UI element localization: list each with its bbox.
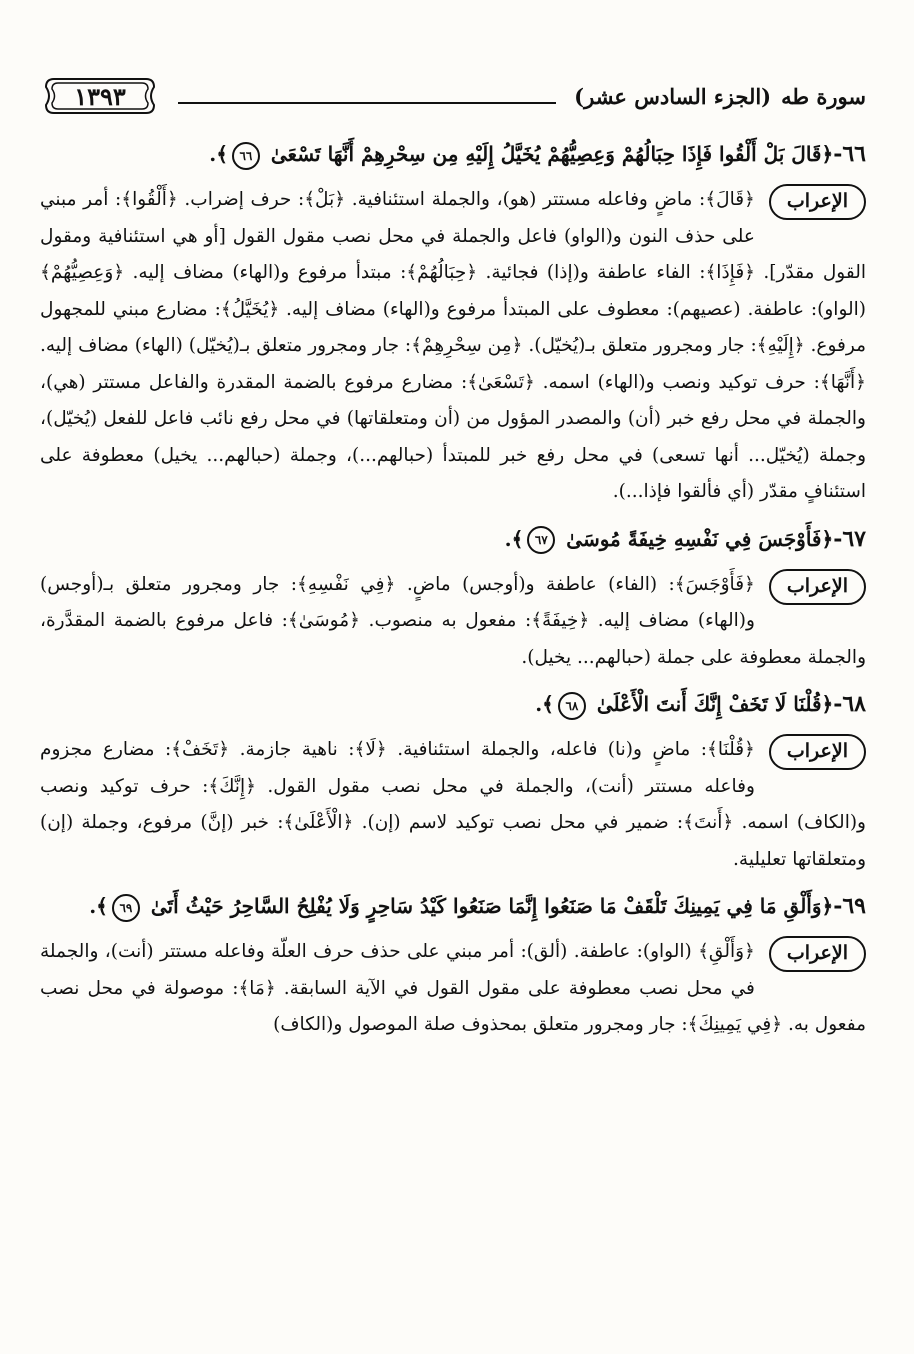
irab-badge: الإعراب — [769, 569, 866, 605]
irab-badge: الإعراب — [769, 734, 866, 770]
page-header — [40, 70, 866, 122]
page-number: ١٣٩٣ — [74, 81, 126, 111]
irab-block-69 — [40, 934, 866, 1044]
verse-number: ٦٧- — [833, 525, 866, 552]
verse-end: ﴾. — [89, 894, 108, 918]
surah-title: سورة طه — [781, 83, 866, 109]
irab-text: ﴿قُلْنَا﴾: ماضٍ و(نا) فاعله، والجملة استئنافية. ﴿لَا﴾: ناهية جازمة. ﴿تَخَفْ﴾: مضارع مجزوم وفاعله مستتر (أنت)، والجملة في محل نصب مقول القول. ﴿إِنَّكَ﴾: حرف توكيد ونصب و(الكاف) اسمه. ﴿أَنتَ﴾: ضمير في محل نصب توكيد لاسم (إن). ﴿الْأَعْلَىٰ﴾: خبر (إنَّ) مرفوع، وجملة (إن) ومتعلقاتها تعليلية. — [40, 739, 866, 870]
verse-67 — [40, 521, 866, 557]
irab-block-68 — [40, 732, 866, 878]
part-title: (الجزء السادس عشر) — [574, 83, 772, 109]
irab-text: ﴿قَالَ﴾: ماضٍ وفاعله مستتر (هو)، والجملة استئنافية. ﴿بَلْ﴾: حرف إضراب. ﴿أَلْقُوا﴾: أمر مبني على حذف النون و(الواو) فاعل والجملة في محل نصب مقول القول [أو هي استئنافية ومقول القول مقدّر]. ﴿فَإِذَا﴾: الفاء عاطفة و(إذا) فجائية. ﴿حِبَالُهُمْ﴾: مبتدأ مرفوع و(الهاء) مضاف إليه. ﴿وَعِصِيُّهُمْ﴾ (الواو): عاطفة. (عصيهم): معطوف على المبتدأ مرفوع و(الهاء) مضاف إليه. ﴿يُخَيَّلُ﴾: مضارع مبني للمجهول مرفوع. ﴿إِلَيْهِ﴾: جار ومجرور متعلق بـ(يُخيّل). ﴿مِن سِحْرِهِمْ﴾: جار ومجرور متعلق بـ(يُخيّل) (الهاء) مضاف إليه. ﴿أَنَّهَا﴾: حرف توكيد ونصب و(الهاء) اسمه. ﴿تَسْعَىٰ﴾: مضارع مرفوع بالضمة المقدرة والفاعل مستتر (هي)، والجملة في محل رفع خبر (أن) والمصدر المؤول من (أن ومتعلقاتها) في محل رفع نائب فاعل للفعل (يُخيّل)، وجملة (يُخيّل... أنها تسعى) في محل رفع خبر للمبتدأ (حبالهم...)، وجملة (حبالهم... يخيل) معطوفة على استئنافٍ مقدّر (أي فألقوا فإذا...). — [40, 189, 866, 502]
verse-text: ﴿قُلْنَا لَا تَخَفْ إِنَّكَ أَنتَ الْأَعْلَىٰ — [596, 692, 834, 716]
verse-end: ﴾. — [209, 142, 228, 166]
verse-end: ﴾. — [535, 692, 554, 716]
irab-text: ﴿فَأَوْجَسَ﴾: (الفاء) عاطفة و(أوجس) ماضٍ. ﴿فِي نَفْسِهِ﴾: جار ومجرور متعلق بـ(أوجس) و(الهاء) مضاف إليه. ﴿خِيفَةً﴾: مفعول به منصوب. ﴿مُوسَىٰ﴾: فاعل مرفوع بالضمة المقدَّرة، والجملة معطوفة على جملة (حبالهم... يخيل). — [40, 573, 866, 668]
verse-text: ﴿فَأَوْجَسَ فِي نَفْسِهِ خِيفَةً مُوسَىٰ — [566, 526, 834, 551]
irab-text: ﴿وَأَلْقِ﴾ (الواو): عاطفة. (ألق): أمر مبني على حذف حرف العلّة وفاعله مستتر (أنت)، والجملة في محل نصب معطوفة على مقول القول في الآية السابقة. ﴿مَا﴾: موصولة في محل نصب مفعول به. ﴿فِي يَمِينِكَ﴾: جار ومجرور متعلق بمحذوف صلة الموصول و(الكاف) — [40, 941, 866, 1035]
header-rule — [178, 102, 556, 104]
verse-text: ﴿قَالَ بَلْ أَلْقُوا فَإِذَا حِبَالُهُمْ وَعِصِيُّهُمْ يُخَيَّلُ إِلَيْهِ مِن سِحْرِهِمْ أَنَّهَا تَسْعَىٰ — [270, 142, 834, 166]
verse-number: ٦٦- — [833, 141, 866, 167]
ayah-end-icon: ٦٦ — [232, 142, 260, 170]
verse-number: ٦٨- — [833, 691, 866, 717]
ayah-end-icon: ٦٧ — [527, 526, 555, 554]
content — [40, 136, 866, 1044]
irab-block-67 — [40, 567, 866, 677]
ayah-end-icon: ٦٩ — [112, 894, 140, 922]
ayah-end-icon: ٦٨ — [558, 692, 586, 720]
irab-block-66 — [40, 182, 866, 511]
page-number-frame — [40, 73, 160, 119]
irab-badge: الإعراب — [769, 184, 866, 220]
irab-badge: الإعراب — [769, 936, 866, 972]
verse-text: ﴿وَأَلْقِ مَا فِي يَمِينِكَ تَلْقَفْ مَا صَنَعُوا إِنَّمَا صَنَعُوا كَيْدُ سَاحِرٍ وَلَا يُفْلِحُ السَّاحِرُ حَيْثُ أَتَىٰ — [150, 894, 834, 918]
verse-66 — [40, 136, 866, 172]
verse-end: ﴾. — [504, 526, 524, 551]
verse-number: ٦٩- — [833, 893, 866, 919]
verse-68 — [40, 686, 866, 722]
verse-69 — [40, 888, 866, 924]
page — [40, 70, 866, 1054]
